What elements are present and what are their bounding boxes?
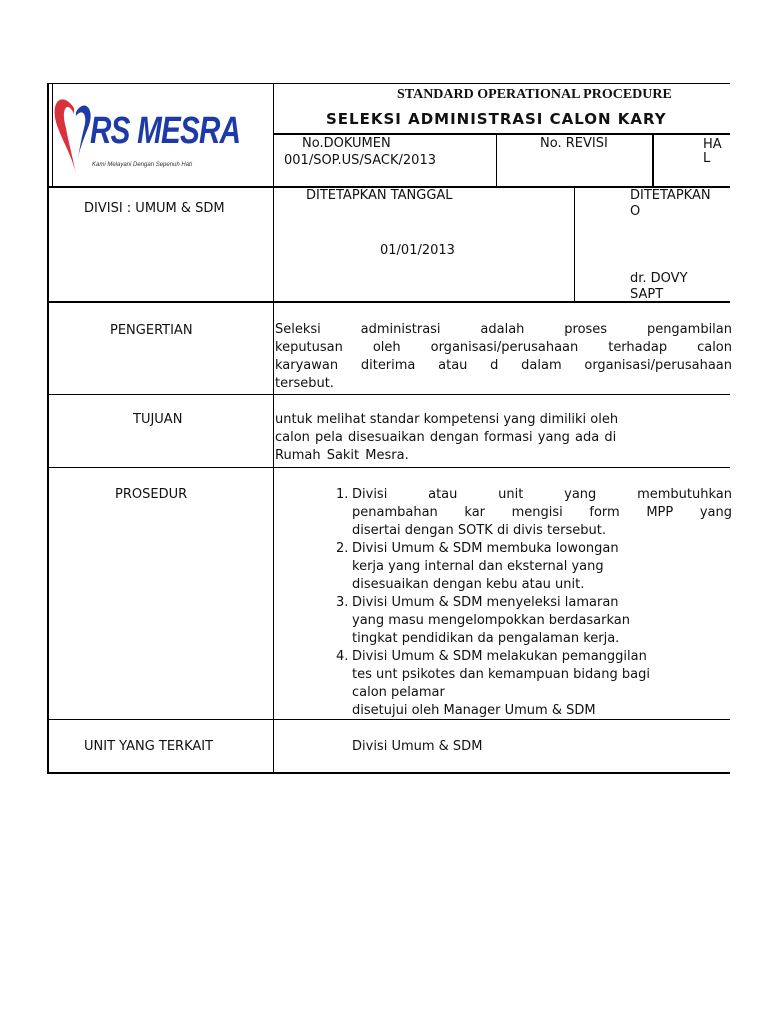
no-dokumen-value: 001/SOP.US/SACK/2013 bbox=[284, 153, 436, 168]
doc-type: STANDARD OPERATIONAL PROCEDURE bbox=[397, 87, 672, 102]
tujuan-row-bottom bbox=[47, 467, 730, 468]
no-dokumen-label: No.DOKUMEN bbox=[302, 136, 391, 151]
divisi-label: DIVISI : UMUM & SDM bbox=[84, 201, 225, 216]
pengertian-line-2: keputusan oleh organisasi/perusahaan terhadap calon bbox=[275, 340, 732, 355]
tujuan-line-3: Rumah Sakit Mesra. bbox=[275, 448, 409, 463]
tujuan-label: TUJUAN bbox=[133, 412, 183, 427]
prosedur-item-4-line-2: tes unt psikotes dan kemampuan bidang bagi bbox=[352, 667, 650, 682]
tujuan-line-1: untuk melihat standar kompetensi yang dimiliki oleh bbox=[275, 412, 619, 427]
prosedur-item-2-line-3: disesuaikan dengan kebu atau unit. bbox=[352, 577, 585, 592]
pengertian-row-bottom bbox=[47, 394, 730, 395]
prosedur-item-3-line-1: Divisi Umum & SDM menyeleksi lamaran bbox=[352, 595, 619, 610]
pengertian-label: PENGERTIAN bbox=[110, 323, 193, 338]
tanggal-value: 01/01/2013 bbox=[380, 243, 455, 258]
ditetapkan-divider bbox=[574, 187, 575, 302]
unit-terkait-value: Divisi Umum & SDM bbox=[352, 739, 483, 754]
prosedur-item-1-line-2: penambahan kar mengisi form MPP yang bbox=[352, 505, 732, 520]
meta-row-bottom bbox=[47, 301, 730, 303]
tujuan-line-2: calon pela disesuaikan dengan formasi yang ada di bbox=[275, 430, 617, 445]
top-border bbox=[47, 83, 730, 84]
prosedur-item-1-line-1: Divisi atau unit yang membutuhkan bbox=[352, 487, 732, 502]
rs-mesra-logo bbox=[54, 92, 241, 182]
prosedur-item-1-number: 1. bbox=[336, 487, 349, 502]
prosedur-item-2-line-2: kerja yang internal dan eksternal yang bbox=[352, 559, 604, 574]
heart-logo-icon bbox=[54, 94, 94, 178]
unit-terkait-label: UNIT YANG TERKAIT bbox=[84, 739, 214, 754]
pengertian-line-4: tersebut. bbox=[275, 376, 334, 391]
prosedur-item-2-number: 2. bbox=[336, 541, 349, 556]
no-revisi-label: No. REVISI bbox=[540, 136, 608, 151]
logo-wordmark: RS MESRA bbox=[90, 110, 241, 152]
table-bottom bbox=[47, 772, 730, 774]
prosedur-item-2-line-1: Divisi Umum & SDM membuka lowongan bbox=[352, 541, 619, 556]
signer-name-1: dr. DOVY bbox=[630, 271, 688, 286]
prosedur-item-1-line-3: disertai dengan SOTK di divis tersebut. bbox=[352, 523, 606, 538]
ditetapkan-oleh-label-1: DITETAPKAN bbox=[630, 188, 711, 203]
doc-title: SELEKSI ADMINISTRASI CALON KARY bbox=[326, 110, 667, 128]
pengertian-line-3: karyawan diterima atau d dalam organisasi/perusahaan bbox=[275, 358, 732, 373]
prosedur-item-4-number: 4. bbox=[336, 649, 349, 664]
prosedur-label: PROSEDUR bbox=[115, 487, 188, 502]
hal-label-2: L bbox=[703, 151, 711, 166]
prosedur-item-4-line-1: Divisi Umum & SDM melakukan pemanggilan bbox=[352, 649, 647, 664]
hal-label-1: HA bbox=[703, 137, 722, 152]
logo-inner-border bbox=[52, 83, 53, 187]
ditetapkan-tanggal-label: DITETAPKAN TANGGAL bbox=[306, 188, 453, 203]
signer-name-2: SAPT bbox=[630, 287, 664, 302]
prosedur-item-3-line-3: tingkat pendidikan da pengalaman kerja. bbox=[352, 631, 620, 646]
prosedur-item-3-number: 3. bbox=[336, 595, 349, 610]
logo-tagline: Kami Melayani Dengan Sepenuh Hati bbox=[92, 162, 193, 168]
prosedur-item-4-line-3: calon pelamar bbox=[352, 685, 445, 700]
revisi-hal-divider bbox=[652, 134, 654, 187]
prosedur-item-3-line-2: yang masu mengelompokkan berdasarkan bbox=[352, 613, 630, 628]
ditetapkan-oleh-label-2: O bbox=[630, 204, 641, 219]
dokumen-revisi-divider bbox=[496, 134, 497, 187]
pengertian-line-1: Seleksi administrasi adalah proses pengambilan bbox=[275, 322, 732, 337]
prosedur-item-4-line-4: disetujui oleh Manager Umum & SDM bbox=[352, 703, 596, 718]
